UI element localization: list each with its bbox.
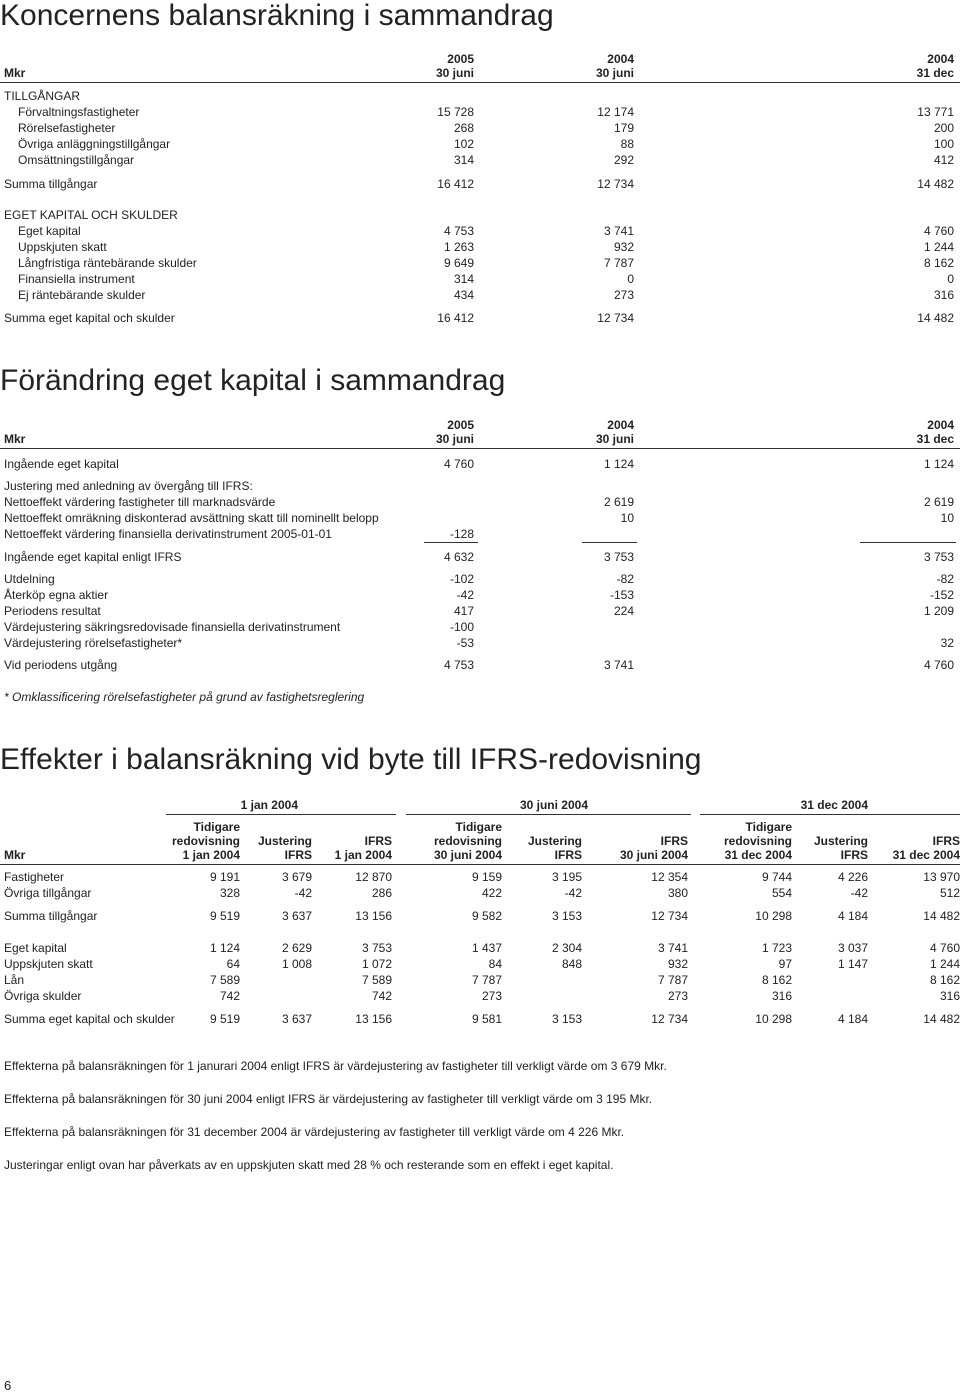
balance-sheet-title: Koncernens balansräkning i sammandrag xyxy=(0,0,554,32)
balance-row xyxy=(0,223,960,239)
balance-row xyxy=(0,207,960,223)
ifrs-cell: 3 753 xyxy=(361,941,392,955)
equity-cell: -82 xyxy=(936,572,954,586)
ifrs-cell: 1 124 xyxy=(209,941,240,955)
ifrs-col-header-line: 31 dec 2004 xyxy=(724,848,792,862)
ifrs-col-header-line: 30 juni 2004 xyxy=(619,848,688,862)
ifrs-cell: 3 637 xyxy=(281,909,312,923)
equity-row-label: Återköp egna aktier xyxy=(4,588,109,602)
ifrs-row-label: Övriga skulder xyxy=(4,989,82,1003)
ifrs-cell: 1 072 xyxy=(361,957,392,971)
ifrs-cell: 64 xyxy=(226,957,240,971)
ifrs-cell: 9 581 xyxy=(471,1012,502,1026)
s2-col1-header xyxy=(380,418,474,446)
equity-row-label: Ingående eget kapital xyxy=(4,457,119,471)
equity-cell: 10 xyxy=(620,511,634,525)
equity-cell: -82 xyxy=(616,572,634,586)
ifrs-cell: 9 159 xyxy=(471,870,502,884)
equity-row xyxy=(0,603,960,619)
ifrs-col-header-line xyxy=(586,820,688,834)
s2-rule-col3 xyxy=(860,542,956,543)
equity-cell: 1 124 xyxy=(923,457,954,471)
note-2: Effekterna på balansräkningen för 30 juni 2004 enligt IFRS är värdejustering av fastigheter till verkligt värde om 3 195 Mkr. xyxy=(4,1092,653,1106)
balance-cell: 16 412 xyxy=(437,311,474,325)
s1-header-rule xyxy=(0,82,960,83)
ifrs-col-header xyxy=(858,820,960,862)
ifrs-col-header-line: redovisning xyxy=(433,834,502,848)
equity-cell: 224 xyxy=(613,604,634,618)
balance-row xyxy=(0,255,960,271)
ifrs-col-header-line: redovisning xyxy=(171,834,240,848)
balance-cell: 14 482 xyxy=(917,177,954,191)
s2-col1-date: 30 juni xyxy=(435,432,474,446)
ifrs-col-header-line: IFRS xyxy=(660,834,688,848)
ifrs-cell: 12 734 xyxy=(651,1012,688,1026)
equity-cell: 3 753 xyxy=(923,550,954,564)
balance-cell: 14 482 xyxy=(917,311,954,325)
balance-cell: 9 649 xyxy=(443,256,474,270)
group-rule-2 xyxy=(406,814,691,815)
ifrs-cell: 742 xyxy=(219,989,240,1003)
ifrs-col-header-line: IFRS xyxy=(932,834,960,848)
equity-cell: 4 632 xyxy=(443,550,474,564)
ifrs-col-header-line: IFRS xyxy=(364,834,392,848)
balance-cell: 0 xyxy=(627,272,634,286)
ifrs-cell: 10 298 xyxy=(755,1012,792,1026)
s1-col1-date: 30 juni xyxy=(435,66,474,80)
s2-col3-date: 31 dec xyxy=(916,432,954,446)
ifrs-cell: 7 787 xyxy=(471,973,502,987)
note-1: Effekterna på balansräkningen för 1 janurari 2004 enligt IFRS är värdejustering av fastigheter till verkligt värde om 3 679 Mkr. xyxy=(4,1059,667,1073)
balance-cell: 4 760 xyxy=(923,224,954,238)
ifrs-cell: -42 xyxy=(294,886,312,900)
equity-change-title: Förändring eget kapital i sammandrag xyxy=(0,364,506,397)
balance-cell: 412 xyxy=(933,153,954,167)
equity-row-label: Justering med anledning av övergång till IFRS: xyxy=(4,479,253,493)
ifrs-cell: 3 153 xyxy=(551,909,582,923)
ifrs-cell: 8 162 xyxy=(929,973,960,987)
equity-cell: 417 xyxy=(453,604,474,618)
ifrs-cell: 3 679 xyxy=(281,870,312,884)
group-rule-3 xyxy=(700,814,960,815)
ifrs-cell: 13 970 xyxy=(923,870,960,884)
equity-row xyxy=(0,526,960,542)
balance-cell: 100 xyxy=(933,137,954,151)
ifrs-row-label: Eget kapital xyxy=(4,941,67,955)
ifrs-cell: 13 156 xyxy=(355,1012,392,1026)
ifrs-cell: 422 xyxy=(481,886,502,900)
balance-cell: 12 174 xyxy=(597,105,634,119)
s1-col1-header xyxy=(380,52,474,80)
ifrs-cell: 7 589 xyxy=(209,973,240,987)
equity-row-label: Värdejustering säkringsredovisade finansiella derivatinstrument xyxy=(4,620,341,634)
ifrs-cell: 848 xyxy=(561,957,582,971)
ifrs-cell: 12 870 xyxy=(355,870,392,884)
ifrs-cell: 286 xyxy=(371,886,392,900)
ifrs-col-header-line: IFRS xyxy=(840,848,868,862)
s1-col2-date: 30 juni xyxy=(595,66,634,80)
s2-col2-header xyxy=(540,418,634,446)
ifrs-cell: 1 008 xyxy=(281,957,312,971)
ifrs-col-header xyxy=(400,820,502,862)
footnote: * Omklassificering rörelsefastigheter på grund av fastighetsreglering xyxy=(4,690,365,704)
balance-cell: 179 xyxy=(613,121,634,135)
balance-row-label: Uppskjuten skatt xyxy=(18,240,107,254)
balance-row-label: Omsättningstillgångar xyxy=(18,153,135,167)
equity-cell: -100 xyxy=(449,620,474,634)
ifrs-cell: 554 xyxy=(771,886,792,900)
balance-row xyxy=(0,104,960,120)
ifrs-col-header-line xyxy=(504,820,582,834)
ifrs-col-header-line: Tidigare xyxy=(455,820,502,834)
ifrs-col-header-line xyxy=(792,820,868,834)
ifrs-col-header-line: 1 jan 2004 xyxy=(182,848,240,862)
ifrs-cell: 4 184 xyxy=(837,1012,868,1026)
ifrs-cell: 2 304 xyxy=(551,941,582,955)
s1-col3-header xyxy=(860,52,954,80)
s2-col2-date: 30 juni xyxy=(595,432,634,446)
ifrs-col-header-line: IFRS xyxy=(554,848,582,862)
s2-col1-year: 2005 xyxy=(447,418,474,432)
ifrs-row-label: Fastigheter xyxy=(4,870,65,884)
ifrs-col-header-line: 1 jan 2004 xyxy=(334,848,392,862)
ifrs-col-header xyxy=(296,820,392,862)
ifrs-col-header-line: redovisning xyxy=(723,834,792,848)
equity-cell: 3 741 xyxy=(603,658,634,672)
group-rule-1 xyxy=(166,814,396,815)
ifrs-cell: 7 589 xyxy=(361,973,392,987)
balance-cell: 7 787 xyxy=(603,256,634,270)
equity-row xyxy=(0,456,960,472)
balance-row-label: TILLGÅNGAR xyxy=(4,89,81,103)
ifrs-cell: 273 xyxy=(667,989,688,1003)
group-header-1-jan-2004: 1 jan 2004 xyxy=(240,798,298,812)
note-3: Effekterna på balansräkningen för 31 december 2004 är värdejustering av fastigheter till verkligt värde om 4 226 Mkr. xyxy=(4,1125,625,1139)
balance-cell: 316 xyxy=(933,288,954,302)
page-number: 6 xyxy=(4,1378,12,1393)
ifrs-cell: 3 037 xyxy=(837,941,868,955)
equity-row xyxy=(0,494,960,510)
equity-row-label: Vid periodens utgång xyxy=(4,658,118,672)
ifrs-col-header-line: Tidigare xyxy=(745,820,792,834)
ifrs-cell: 12 734 xyxy=(651,909,688,923)
balance-cell: 88 xyxy=(620,137,634,151)
balance-cell: 314 xyxy=(453,153,474,167)
equity-row-label: Nettoeffekt värdering finansiella derivatinstrument 2005-01-01 xyxy=(4,527,332,541)
balance-cell: 1 263 xyxy=(443,240,474,254)
ifrs-cell: 10 298 xyxy=(755,909,792,923)
equity-row-label: Periodens resultat xyxy=(4,604,101,618)
s1-mkr-label: Mkr xyxy=(4,66,26,80)
ifrs-cell: 932 xyxy=(667,957,688,971)
s1-col3-date: 31 dec xyxy=(916,66,954,80)
ifrs-col-header-line xyxy=(858,820,960,834)
balance-row-label: Övriga anläggningstillgångar xyxy=(18,137,171,151)
balance-row-label: Förvaltningsfastigheter xyxy=(18,105,140,119)
balance-row xyxy=(0,271,960,287)
equity-cell: 2 619 xyxy=(603,495,634,509)
equity-cell: 4 753 xyxy=(443,658,474,672)
balance-row xyxy=(0,310,960,326)
equity-row xyxy=(0,619,960,635)
ifrs-col-header-line: Tidigare xyxy=(193,820,240,834)
balance-cell: 434 xyxy=(453,288,474,302)
balance-cell: 1 244 xyxy=(923,240,954,254)
s2-rule-col1 xyxy=(424,542,478,543)
equity-row-label: Nettoeffekt omräkning diskonterad avsättning skatt till nominellt belopp xyxy=(4,511,379,525)
equity-cell: 32 xyxy=(940,636,954,650)
ifrs-cell: 9 582 xyxy=(471,909,502,923)
ifrs-cell: 3 637 xyxy=(281,1012,312,1026)
equity-cell: -153 xyxy=(609,588,634,602)
equity-cell: 3 753 xyxy=(603,550,634,564)
equity-cell: 4 760 xyxy=(923,658,954,672)
s2-col3-header xyxy=(860,418,954,446)
ifrs-col-header xyxy=(586,820,688,862)
balance-row xyxy=(0,136,960,152)
ifrs-cell: -42 xyxy=(564,886,582,900)
balance-cell: 200 xyxy=(933,121,954,135)
ifrs-cell: 97 xyxy=(778,957,792,971)
ifrs-cell: 14 482 xyxy=(923,1012,960,1026)
balance-cell: 268 xyxy=(453,121,474,135)
balance-cell: 12 734 xyxy=(597,311,634,325)
equity-row xyxy=(0,571,960,587)
ifrs-col-header-line: IFRS xyxy=(284,848,312,862)
equity-cell: -53 xyxy=(456,636,474,650)
ifrs-cell: 1 244 xyxy=(929,957,960,971)
s1-col1-year: 2005 xyxy=(447,52,474,66)
equity-row-label: Nettoeffekt värdering fastigheter till marknadsvärde xyxy=(4,495,276,509)
balance-row-label: Finansiella instrument xyxy=(18,272,135,286)
ifrs-col-header-line: 31 dec 2004 xyxy=(892,848,960,862)
ifrs-row-label: Övriga tillgångar xyxy=(4,886,92,900)
note-4: Justeringar enligt ovan har påverkats av en uppskjuten skatt med 28 % och resterande som en effekt i eget kapital. xyxy=(4,1158,614,1172)
balance-cell: 13 771 xyxy=(917,105,954,119)
ifrs-cell: 1 437 xyxy=(471,941,502,955)
ifrs-row-label: Lån xyxy=(4,973,25,987)
s3-mkr-label: Mkr xyxy=(4,848,26,862)
balance-row-label: Ej räntebärande skulder xyxy=(18,288,146,302)
s1-col2-header xyxy=(540,52,634,80)
ifrs-cell: 380 xyxy=(667,886,688,900)
equity-row-label: Värdejustering rörelsefastigheter* xyxy=(4,636,183,650)
s2-col3-year: 2004 xyxy=(927,418,954,432)
balance-cell: 12 734 xyxy=(597,177,634,191)
ifrs-effects-title: Effekter i balansräkning vid byte till IFRS-redovisning xyxy=(0,743,702,776)
balance-row xyxy=(0,287,960,303)
balance-row-label: Summa eget kapital och skulder xyxy=(4,311,175,325)
balance-row-label: Långfristiga räntebärande skulder xyxy=(18,256,197,270)
ifrs-col-header xyxy=(690,820,792,862)
equity-row-label: Utdelning xyxy=(4,572,55,586)
balance-row xyxy=(0,239,960,255)
s2-rule-col2 xyxy=(582,542,637,543)
s1-col3-year: 2004 xyxy=(927,52,954,66)
balance-row-label: Eget kapital xyxy=(18,224,81,238)
equity-cell: 10 xyxy=(940,511,954,525)
ifrs-col-header xyxy=(504,820,582,862)
ifrs-cell: 4 226 xyxy=(837,870,868,884)
ifrs-cell: 1 147 xyxy=(837,957,868,971)
equity-cell: 1 124 xyxy=(603,457,634,471)
equity-cell: 4 760 xyxy=(443,457,474,471)
balance-cell: 15 728 xyxy=(437,105,474,119)
ifrs-col-header-line: Justering xyxy=(527,834,582,848)
ifrs-cell: 4 760 xyxy=(929,941,960,955)
equity-row xyxy=(0,549,960,565)
ifrs-col-header-line: Justering xyxy=(257,834,312,848)
ifrs-cell: 7 787 xyxy=(657,973,688,987)
group-header-30-juni-2004: 30 juni 2004 xyxy=(519,798,588,812)
balance-row xyxy=(0,176,960,192)
ifrs-cell: 8 162 xyxy=(761,973,792,987)
ifrs-cell: 316 xyxy=(939,989,960,1003)
balance-row-label: Summa tillgångar xyxy=(4,177,98,191)
ifrs-cell: 2 629 xyxy=(281,941,312,955)
s2-header-rule xyxy=(0,448,960,449)
equity-cell: 1 209 xyxy=(923,604,954,618)
ifrs-cell: 512 xyxy=(939,886,960,900)
equity-row-label: Ingående eget kapital enligt IFRS xyxy=(4,550,182,564)
ifrs-col-header-line: 30 juni 2004 xyxy=(433,848,502,862)
balance-cell: 102 xyxy=(453,137,474,151)
equity-cell: -42 xyxy=(456,588,474,602)
s3-header-rule xyxy=(0,864,960,865)
ifrs-cell: 328 xyxy=(219,886,240,900)
balance-cell: 273 xyxy=(613,288,634,302)
equity-cell: 2 619 xyxy=(923,495,954,509)
balance-cell: 0 xyxy=(947,272,954,286)
ifrs-col-header-line xyxy=(296,820,392,834)
ifrs-cell: -42 xyxy=(850,886,868,900)
equity-cell: -128 xyxy=(449,527,474,541)
ifrs-cell: 273 xyxy=(481,989,502,1003)
ifrs-cell: 3 741 xyxy=(657,941,688,955)
ifrs-row-label: Summa eget kapital och skulder xyxy=(4,1012,175,1026)
balance-row xyxy=(0,88,960,104)
group-header-31-dec-2004: 31 dec 2004 xyxy=(800,798,868,812)
ifrs-cell: 14 482 xyxy=(923,909,960,923)
ifrs-cell: 3 153 xyxy=(551,1012,582,1026)
ifrs-col-header xyxy=(140,820,240,862)
equity-cell: -102 xyxy=(449,572,474,586)
ifrs-cell: 12 354 xyxy=(651,870,688,884)
equity-row xyxy=(0,510,960,526)
balance-cell: 314 xyxy=(453,272,474,286)
equity-row xyxy=(0,478,960,494)
ifrs-cell: 9 519 xyxy=(209,909,240,923)
balance-cell: 8 162 xyxy=(923,256,954,270)
ifrs-row-label: Summa tillgångar xyxy=(4,909,98,923)
balance-cell: 16 412 xyxy=(437,177,474,191)
equity-row xyxy=(0,657,960,673)
balance-row xyxy=(0,120,960,136)
ifrs-col-header-line: Justering xyxy=(813,834,868,848)
equity-row xyxy=(0,635,960,651)
s2-col2-year: 2004 xyxy=(607,418,634,432)
ifrs-cell: 316 xyxy=(771,989,792,1003)
ifrs-cell: 9 744 xyxy=(761,870,792,884)
balance-row xyxy=(0,152,960,168)
s1-col2-year: 2004 xyxy=(607,52,634,66)
ifrs-row-label: Uppskjuten skatt xyxy=(4,957,93,971)
balance-cell: 4 753 xyxy=(443,224,474,238)
ifrs-cell: 3 195 xyxy=(551,870,582,884)
equity-row xyxy=(0,587,960,603)
ifrs-cell: 13 156 xyxy=(355,909,392,923)
balance-cell: 292 xyxy=(613,153,634,167)
balance-cell: 3 741 xyxy=(603,224,634,238)
ifrs-cell: 4 184 xyxy=(837,909,868,923)
balance-row-label: Rörelsefastigheter xyxy=(18,121,116,135)
ifrs-cell: 9 519 xyxy=(209,1012,240,1026)
s2-mkr-label: Mkr xyxy=(4,432,26,446)
equity-cell: -152 xyxy=(929,588,954,602)
balance-row-label: EGET KAPITAL OCH SKULDER xyxy=(4,208,178,222)
ifrs-col-header xyxy=(792,820,868,862)
ifrs-cell: 1 723 xyxy=(761,941,792,955)
balance-cell: 932 xyxy=(613,240,634,254)
ifrs-cell: 84 xyxy=(488,957,502,971)
ifrs-cell: 9 191 xyxy=(209,870,240,884)
ifrs-cell: 742 xyxy=(371,989,392,1003)
